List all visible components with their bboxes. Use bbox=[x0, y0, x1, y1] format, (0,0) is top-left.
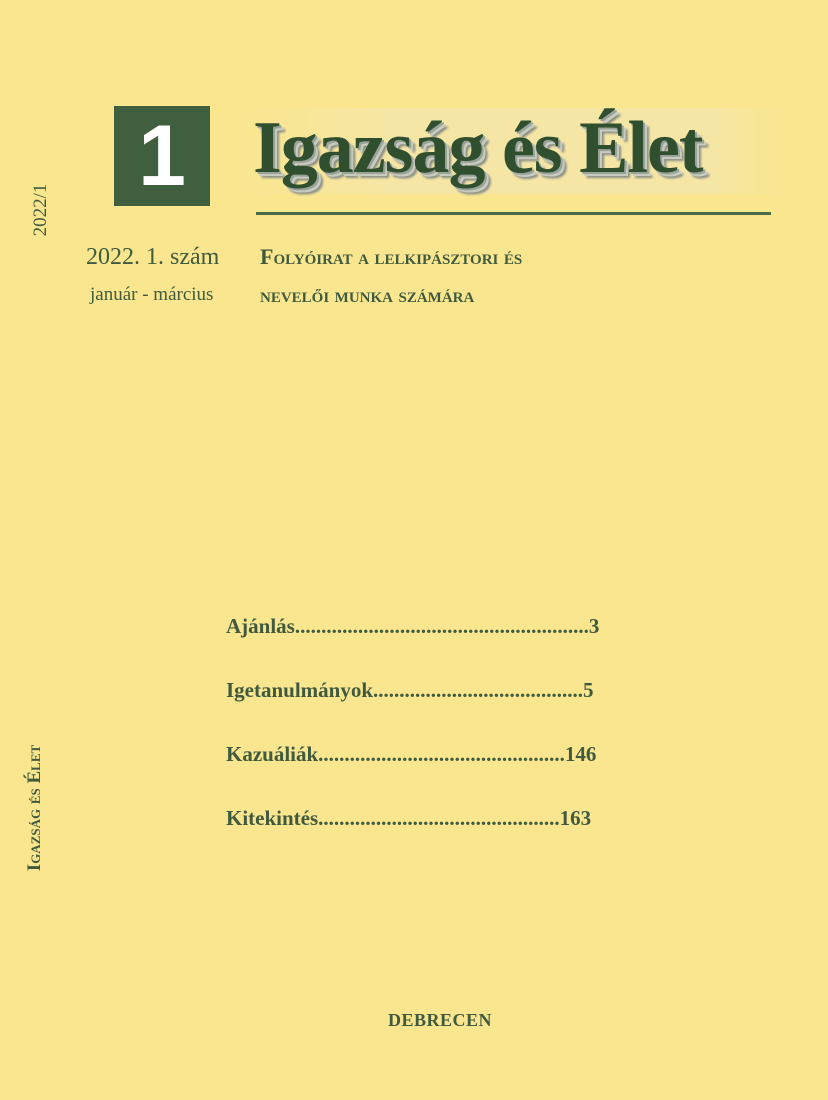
subtitle-line-1: Folyóirat a lelkipásztori és bbox=[260, 244, 523, 269]
title-divider bbox=[256, 212, 771, 215]
toc-item-igetanulmanyok: Igetanulmányok........................................5 bbox=[226, 678, 594, 702]
issue-line: 2022. 1. szám bbox=[86, 244, 220, 270]
spine-title: Igazság és Élet bbox=[24, 744, 45, 872]
journal-title: Igazság és Élet bbox=[253, 107, 703, 189]
toc-item-ajanlas: Ajánlás........................................................3 bbox=[226, 614, 600, 638]
issue-number-badge: 1 bbox=[114, 106, 210, 206]
spine-issue-code: 2022/1 bbox=[30, 183, 51, 237]
subtitle-line-2: nevelői munka számára bbox=[260, 282, 475, 307]
issue-months: január - március bbox=[90, 284, 214, 305]
publisher-city: DEBRECEN bbox=[387, 1010, 493, 1030]
toc-item-kitekintes: Kitekintés..............................................163 bbox=[226, 806, 592, 830]
table-of-contents bbox=[226, 612, 666, 868]
toc-item-kazualiak: Kazuáliák...............................................146 bbox=[226, 742, 597, 766]
